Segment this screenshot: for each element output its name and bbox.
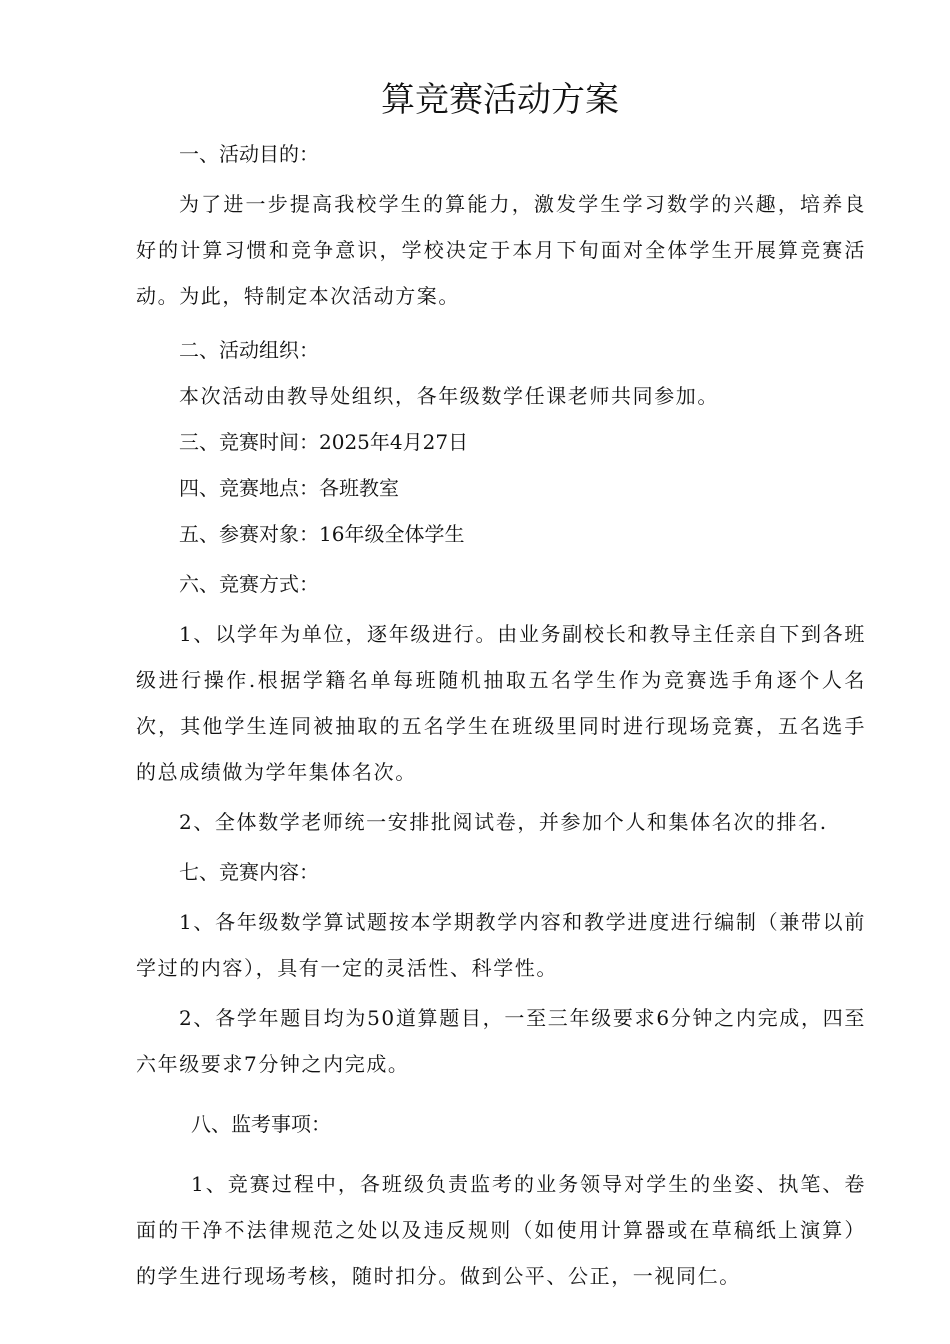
section-heading-content: 七、竞赛内容： <box>179 860 319 884</box>
paragraph-method-1: 1、以学年为单位，逐年级进行。由业务副校长和教导主任亲自下到各班级进行操作.根据学籍名单每班随机抽取五名学生作为竞赛选手角逐个人名次，其他学生连同被抽取的五名学生在班级里同时进行现场竞赛，五名选手的总成绩做为学年集体名次。 <box>136 622 866 784</box>
section-heading-proctoring: 八、监考事项： <box>191 1112 331 1136</box>
section-heading-organization: 二、活动组织： <box>179 338 319 362</box>
section-heading-method: 六、竞赛方式： <box>179 572 319 596</box>
paragraph-method-2: 2、全体数学老师统一安排批阅试卷，并参加个人和集体名次的排名. <box>179 810 828 834</box>
paragraph-organization: 本次活动由教导处组织，各年级数学任课老师共同参加。 <box>179 384 719 408</box>
paragraph-content-2: 2、各学年题目均为50道算题目，一至三年级要求6分钟之内完成，四至六年级要求7分钟之内完成。 <box>136 1006 866 1076</box>
section-heading-time: 三、竞赛时间：2025年4月27日 <box>179 430 469 454</box>
paragraph-proctoring-1: 1、竞赛过程中，各班级负责监考的业务领导对学生的坐姿、执笔、卷面的干净不法律规范之处以及违反规则（如使用计算器或在草稿纸上演算）的学生进行现场考核，随时扣分。做到公平、公正，一视同仁。 <box>136 1172 866 1288</box>
section-heading-purpose: 一、活动目的： <box>179 142 319 166</box>
section-heading-location: 四、竞赛地点：各班教室 <box>179 476 399 500</box>
paragraph-purpose: 为了进一步提高我校学生的算能力，激发学生学习数学的兴趣，培养良好的计算习惯和竞争意识，学校决定于本月下旬面对全体学生开展算竞赛活动。为此，特制定本次活动方案。 <box>136 192 866 308</box>
document-title: 算竞赛活动方案 <box>381 80 619 120</box>
section-heading-participants: 五、参赛对象：16年级全体学生 <box>179 522 465 546</box>
document-body <box>136 131 866 1299</box>
paragraph-content-1: 1、各年级数学算试题按本学期教学内容和教学进度进行编制（兼带以前学过的内容），具有一定的灵活性、科学性。 <box>136 910 866 980</box>
